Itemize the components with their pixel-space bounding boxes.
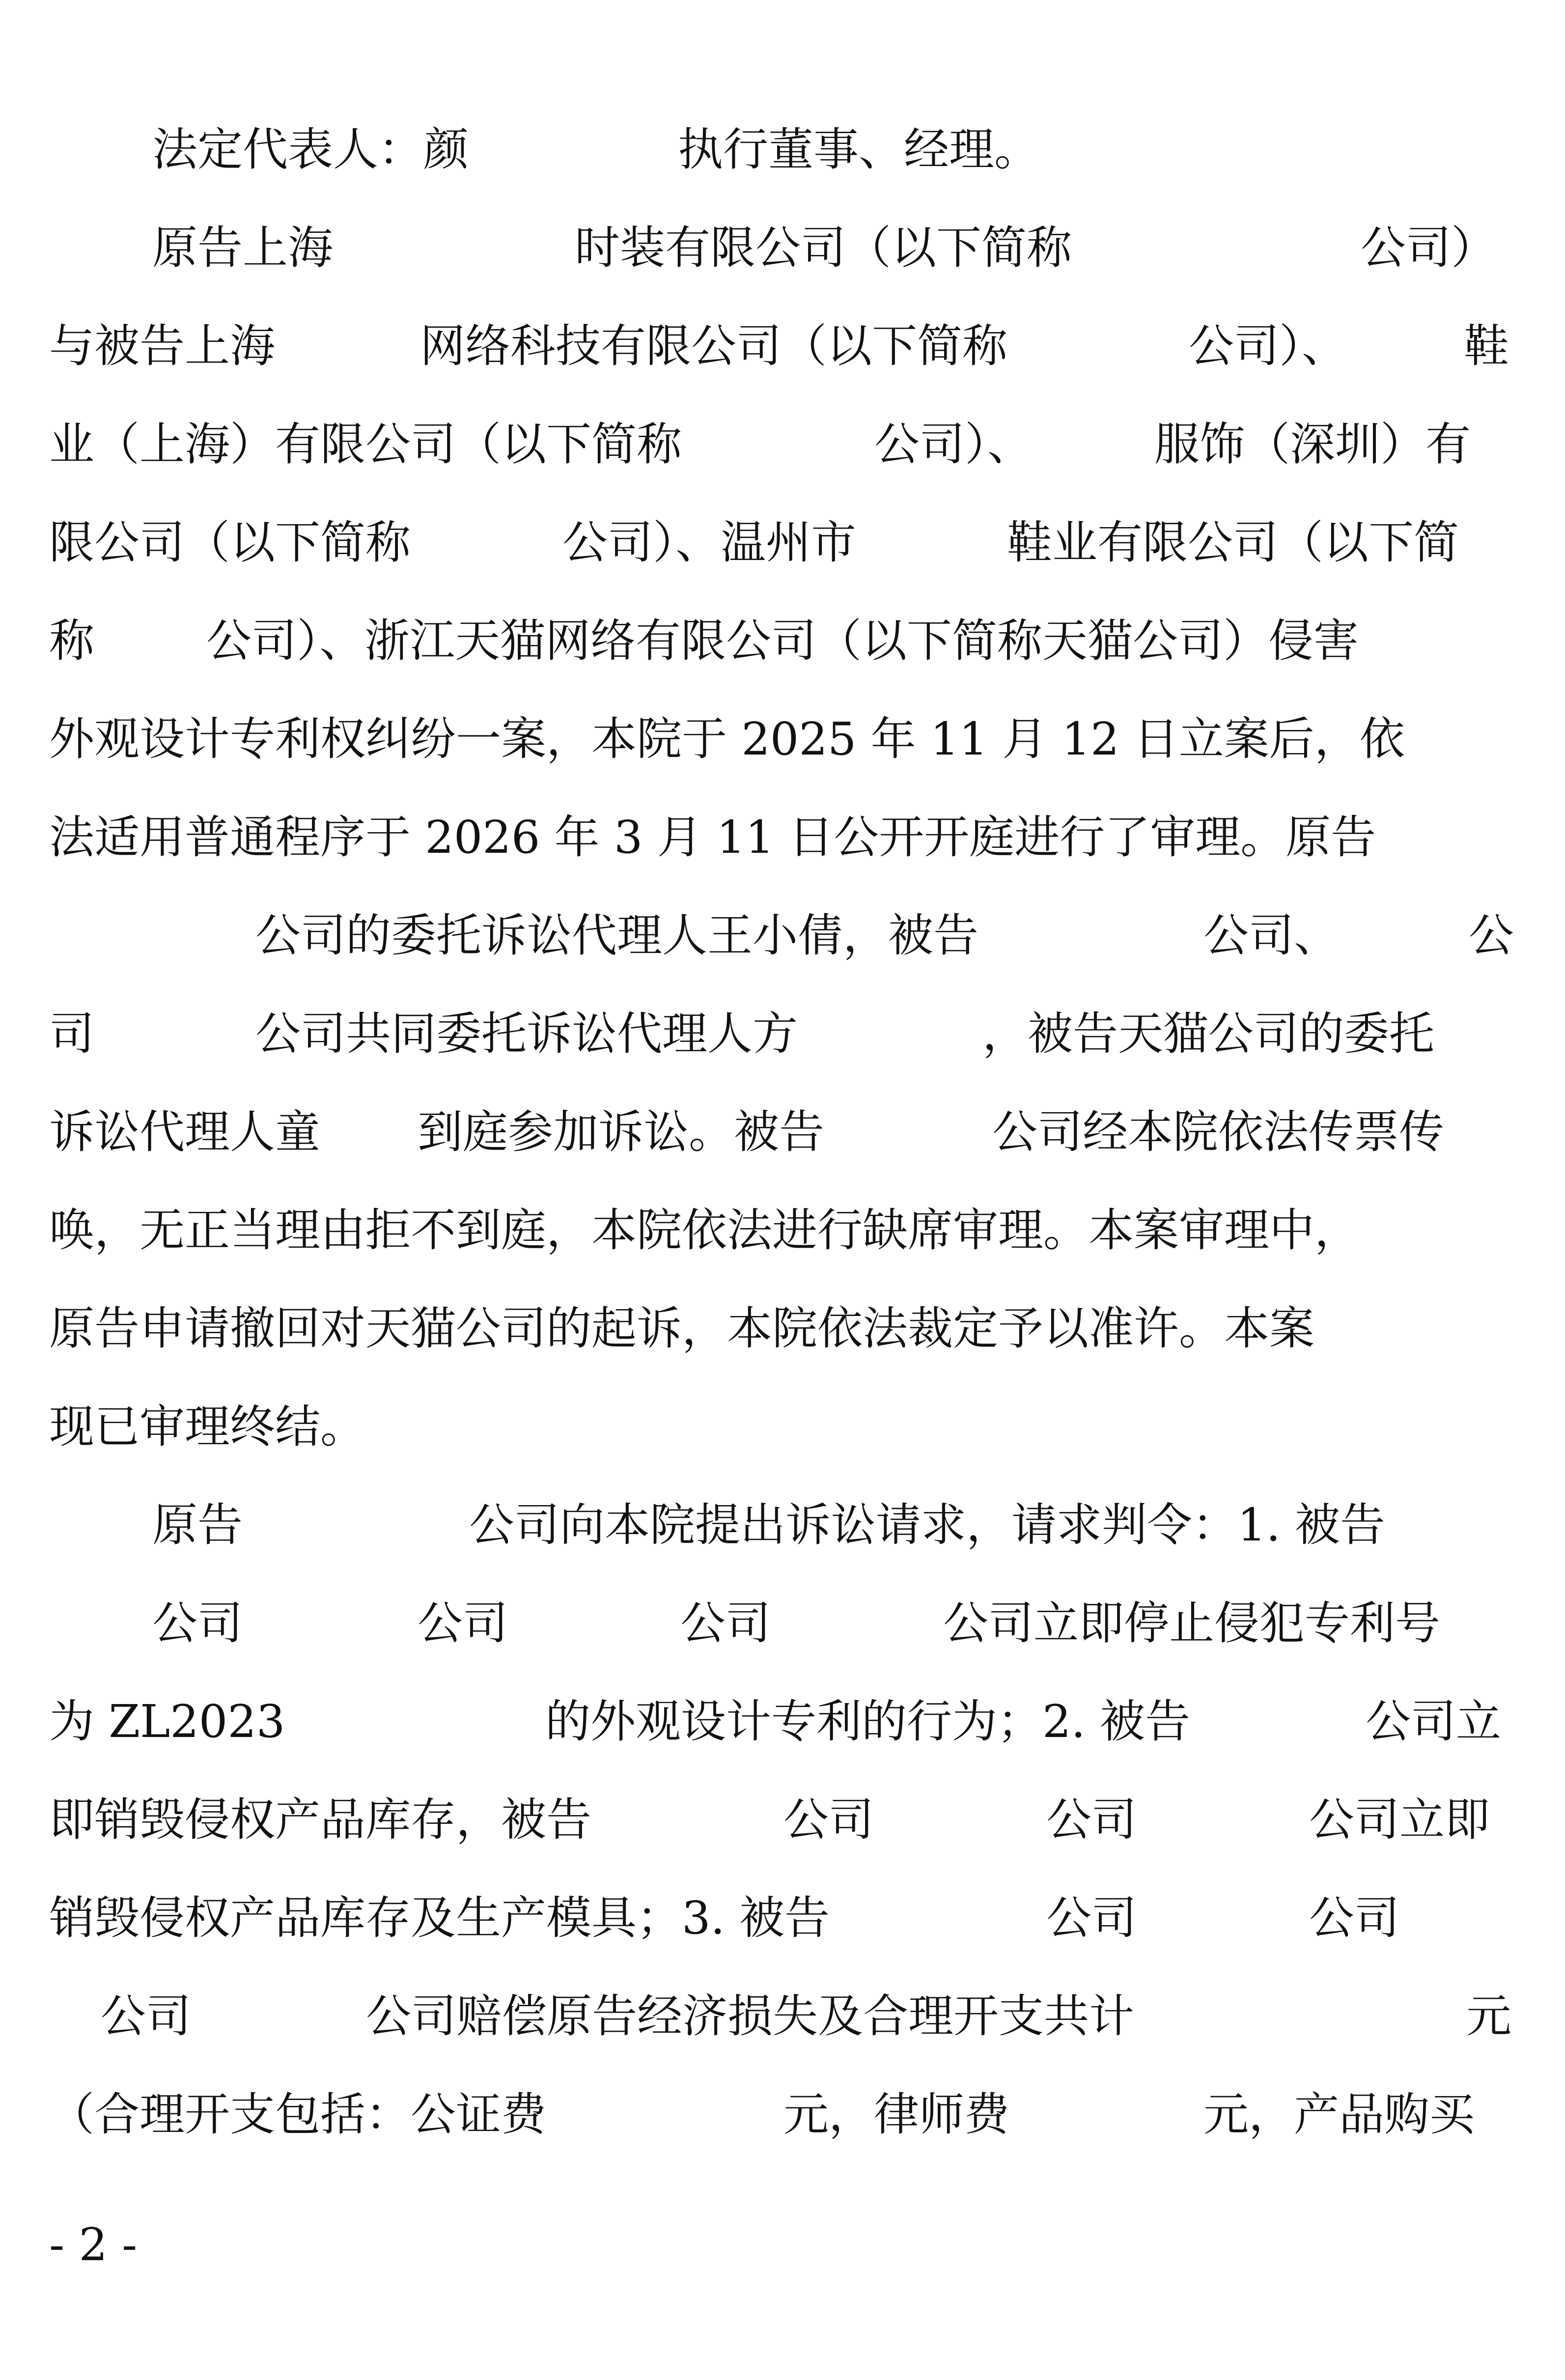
text-line (0, 219, 1565, 278)
text-segment: 业（上海）有限公司（以下简称 (49, 418, 682, 471)
text-segment: 公司立 (1366, 1695, 1502, 1748)
text-segment: 原告 (152, 1499, 243, 1551)
text-line (0, 1496, 1565, 1555)
text-segment: 即销毁侵权产品库存，被告 (49, 1793, 592, 1846)
text-segment: 司 (49, 1008, 95, 1060)
text-segment: 限公司（以下简称 (49, 516, 411, 569)
text-segment: 公司赔偿原告经济损失及合理开支共计 (366, 1990, 1135, 2043)
text-segment: 法定代表人：颜 (152, 123, 469, 176)
text-segment: 公司 (101, 1990, 192, 2043)
text-line (0, 710, 1565, 769)
text-segment: 网络科技有限公司（以下简称 (420, 320, 1008, 372)
text-segment: 公司）、 (874, 418, 1033, 471)
text-line (0, 120, 1565, 179)
text-segment: 公司） (1361, 222, 1497, 274)
text-segment: （合理开支包括：公证费 (49, 2088, 547, 2141)
text-line (0, 1103, 1565, 1162)
text-line (0, 1987, 1565, 2046)
text-line (0, 906, 1565, 965)
text-segment: 公司立即停止侵犯专利号 (943, 1597, 1441, 1650)
text-segment: 公司 (152, 1597, 243, 1650)
text-line (0, 1594, 1565, 1653)
text-line (0, 1692, 1565, 1751)
text-line (0, 317, 1565, 376)
text-segment: 公司 (1309, 1892, 1400, 1944)
text-segment: 公司 (783, 1793, 874, 1846)
text-segment: 公司）、温州市 (562, 516, 857, 569)
text-segment: 公司经本院依法传票传 (992, 1106, 1445, 1158)
text-segment: 鞋 (1464, 320, 1509, 372)
text-segment: 执行董事、经理。 (678, 123, 1040, 176)
text-segment: 法适用普通程序于 2026 年 3 月 11 日公开开庭进行了审理。原告 (49, 811, 1376, 864)
text-segment: 外观设计专利权纠纷一案，本院于 2025 年 11 月 12 日立案后，依 (49, 713, 1405, 765)
text-segment: 元 (1466, 1990, 1512, 2043)
text-line (0, 415, 1565, 474)
text-segment: ，被告天猫公司的委托 (982, 1008, 1435, 1060)
text-segment: 时装有限公司（以下简称 (575, 222, 1072, 274)
text-segment: 公司）、 (1189, 320, 1347, 372)
text-line (0, 2085, 1565, 2144)
text-segment: 销毁侵权产品库存及生产模具；3. 被告 (49, 1892, 830, 1944)
text-line (0, 1889, 1565, 1948)
text-line (0, 1398, 1565, 1456)
text-segment: 公司、 (1203, 909, 1340, 962)
text-segment: 公司 (1046, 1892, 1137, 1944)
text-segment: 公司 (680, 1597, 771, 1650)
text-line (0, 1299, 1565, 1358)
text-segment: 为 ZL2023 (49, 1695, 285, 1748)
text-segment: 元，产品购买 (1203, 2088, 1475, 2141)
text-segment: 诉讼代理人童 (49, 1106, 321, 1158)
text-segment: 唤，无正当理由拒不到庭，本院依法进行缺席审理。本案审理中， (49, 1204, 1360, 1257)
text-segment: 服饰（深圳）有 (1154, 418, 1471, 471)
text-line (0, 808, 1565, 867)
text-line (0, 513, 1565, 572)
text-segment: 公 (1469, 909, 1514, 962)
text-line (0, 1005, 1565, 1064)
text-line (0, 1791, 1565, 1849)
text-segment: 公司 (1046, 1793, 1137, 1846)
text-segment: 公司立即 (1309, 1793, 1490, 1846)
text-line (0, 1201, 1565, 1260)
text-segment: 与被告上海 (49, 320, 276, 372)
text-segment: 原告申请撤回对天猫公司的起诉，本院依法裁定予以准许。本案 (49, 1302, 1315, 1355)
text-segment: 公司共同委托诉讼代理人方 (255, 1008, 798, 1060)
text-segment: 到庭参加诉讼。被告 (418, 1106, 825, 1158)
text-segment: 元，律师费 (783, 2088, 1010, 2141)
text-segment: 的外观设计专利的行为；2. 被告 (545, 1695, 1191, 1748)
text-segment: 称 (49, 615, 95, 667)
text-segment: 公司向本院提出诉讼请求，请求判令：1. 被告 (469, 1499, 1386, 1551)
text-segment: 现已审理终结。 (49, 1400, 366, 1453)
page-number: - 2 - (49, 2218, 138, 2271)
text-line (0, 612, 1565, 671)
text-segment: 鞋业有限公司（以下简 (1007, 516, 1459, 569)
text-segment: 公司）、浙江天猫网络有限公司（以下简称天猫公司）侵害 (206, 615, 1359, 667)
text-segment: 公司 (418, 1597, 508, 1650)
text-segment: 公司的委托诉讼代理人王小倩，被告 (255, 909, 979, 962)
text-segment: 原告上海 (152, 222, 334, 274)
